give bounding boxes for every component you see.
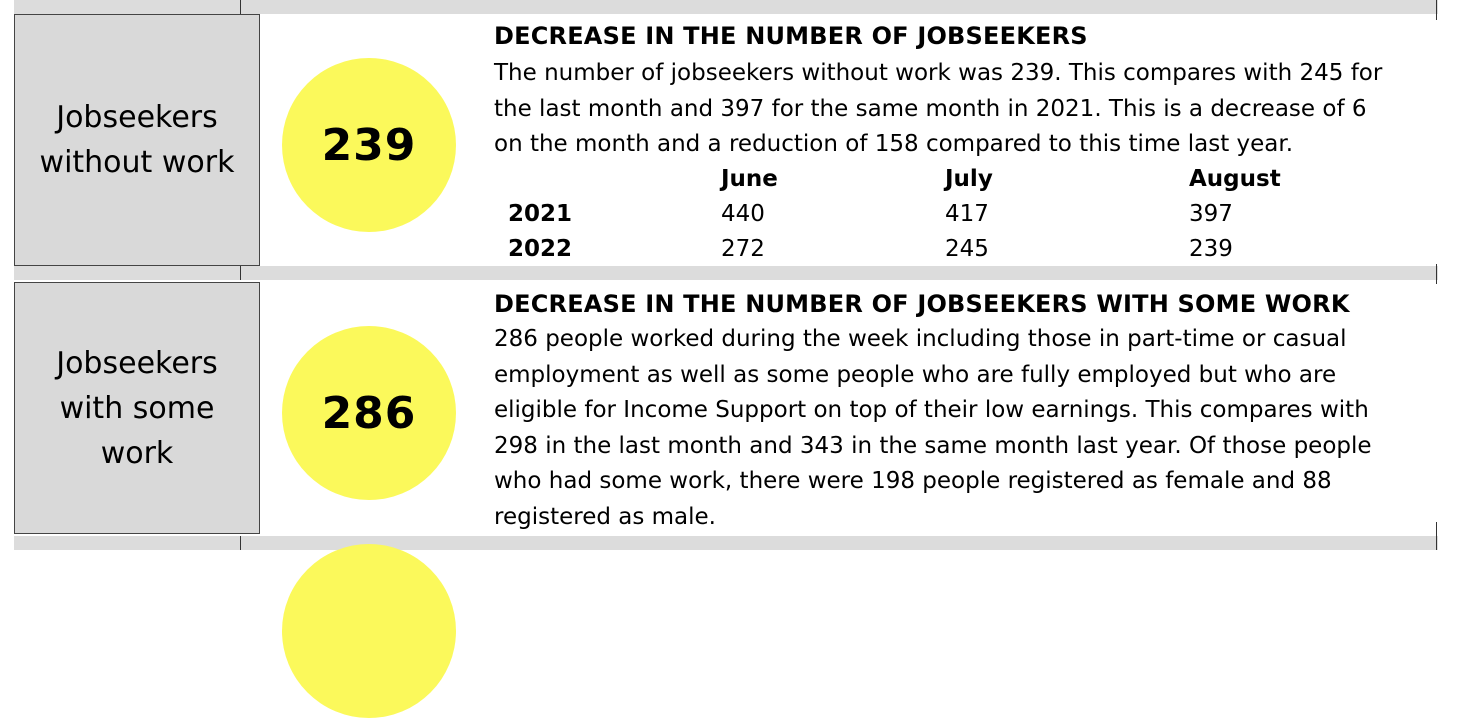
row-year: 2021	[508, 201, 573, 227]
section-paragraph: 286 people worked during the week including those in part-time or casual employment as well as some people who are fully employed but who are eligible for Income Support on top of their low earnings. This compares with 298 in the last month and 343 in the same month last year. Of those people who had some work, there were 198 people registered as female and 88 registered as male.	[494, 326, 1372, 530]
section-label	[14, 14, 260, 266]
section-label-text: Jobseekers without work	[39, 100, 235, 180]
table-cell: 440	[721, 201, 765, 227]
divider-line	[1436, 522, 1437, 550]
divider-line	[240, 536, 241, 550]
section-paragraph: The number of jobseekers without work was 239. This compares with 245 for the last month and 397 for the same month in 2021. This is a decrease of 6 on the month and a reduction of 158 compared to this time last year.	[494, 60, 1383, 157]
table-cell: 239	[1189, 236, 1233, 262]
section-label-text: Jobseekers with some work	[56, 345, 218, 471]
divider-line	[240, 0, 241, 14]
value-number: 239	[321, 119, 417, 171]
divider-line	[1436, 264, 1437, 284]
column-header: July	[945, 166, 993, 192]
column-header: August	[1189, 166, 1281, 192]
row-year: 2022	[508, 236, 573, 262]
comparison-table	[494, 162, 1394, 266]
divider-line	[240, 266, 241, 280]
separator-band-top	[14, 0, 1438, 14]
column-header: June	[721, 166, 778, 192]
value-circle-partial	[282, 544, 456, 718]
table-cell: 417	[945, 201, 989, 227]
divider-line	[1436, 0, 1437, 20]
separator-band-bottom	[14, 536, 1438, 550]
value-circle	[282, 326, 456, 500]
section-heading: DECREASE IN THE NUMBER OF JOBSEEKERS	[494, 22, 1088, 50]
table-cell: 245	[945, 236, 989, 262]
table-cell: 272	[721, 236, 765, 262]
table-cell: 397	[1189, 201, 1233, 227]
value-circle	[282, 58, 456, 232]
separator-band-middle	[14, 266, 1438, 280]
value-number: 286	[321, 387, 417, 439]
section-heading: DECREASE IN THE NUMBER OF JOBSEEKERS WITH SOME WORK	[494, 290, 1350, 318]
section-label	[14, 282, 260, 534]
